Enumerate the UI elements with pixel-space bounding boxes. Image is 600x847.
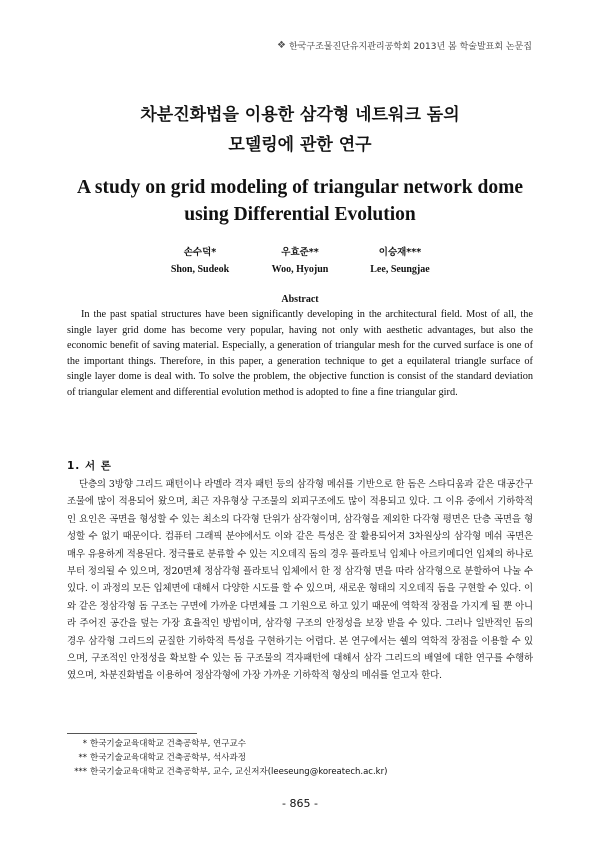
footnote-divider <box>67 733 197 734</box>
footnote-2 <box>67 751 533 765</box>
page-number: - 865 - <box>282 797 318 810</box>
section-heading: 1. 서 론 <box>67 460 112 472</box>
footnote-mark: *** <box>74 767 87 777</box>
korean-title-line-2: 모델링에 관한 연구 <box>228 135 372 155</box>
author-3 <box>350 244 450 278</box>
abstract-text: In the past spatial structures have been significantly developing in the architectural field. Most of all, the single layer grid dome has become very popular, having not only with aesthetic advantages, but also the economic benefit of saving material. Especially, a generation of triangular mesh for the curved surface is one of the important things. Therefore, in this paper, a generation technique to get a equilateral triangle surface of single layer dome is deal with. To solve the problem, the objective function is consist of the standard deviation of triangular element and differential evolution method is adopted to fine a fine triangular gird. <box>67 309 533 398</box>
footnote-mark: ** <box>78 753 87 763</box>
section-body: 단층의 3방향 그리드 패턴이나 라멜라 격자 패턴 등의 삼각형 메쉬를 기반으로 한 돔은 스타디움과 같은 대공간구조물에 많이 적용되어 왔으며, 최근 자유형상 구조물의 외피구조에도 많이 적용되고 있다. 그 이유 중에서 기하학적인 요인은 곡면을 형성할 수 있는 최소의 다각형 단위가 삼각형이며, 삼각형을 제외한 다각형 평면은 단층 곡면을 형성할 수 없기 때문이다. 컴퓨터 그래픽 분야에서도 이와 같은 특성은 잘 활용되어져 3차원상의 삼각형 메쉬 곡면은 매우 유용하게 적용된다. 정극률로 분류할 수 있는 지오데직 돔의 경우 플라토닉 입체나 아르키메디언 입체의 하나로 부터 정의될 수 있으며, 정20면체 정삼각형 플라토닉 입체에서 한 정 삼각형 면을 따라 삼각형으로 분할하여 나눌 수 있다. 이 과정의 모든 입체면에 대해서 다양한 시도를 할 수 있으며, 새로운 형태의 지오데직 돔을 구현할 수 있다. 이와 같은 정삼각형 돔 구조는 구면에 가까운 다면체를 그 기원으로 하고 있기 때문에 역학적 장점을 가지게 될 뿐 아니라 주어진 공간을 덮는 가장 효율적인 방법이며, 삼각형 구조의 안정성을 보장 받을 수 있다. 그러나 일반적인 돔의 경우 삼각형 그리드의 균질한 기하학적 특성을 구현하기는 어렵다. 본 연구에서는 쉘의 역학적 장점을 이용할 수 있으며, 구조적인 안정성을 확보할 수 있는 돔 구조물의 격자패턴에 대해서 삼각 그리드의 배열에 대한 연구를 수행하였으며, 차분진화법을 이용하여 정삼각형에 가장 가까운 기하학적 형상의 메쉬를 얻고자 한다. <box>67 479 533 682</box>
author-name-ko: 우효준** <box>281 247 319 258</box>
english-title-line-2: using Differential Evolution <box>184 204 416 225</box>
footnote-text: 한국기술교육대학교 건축공학부, 석사과정 <box>90 753 246 763</box>
footnote-mark: * <box>82 739 87 749</box>
english-title-line-1: A study on grid modeling of triangular network dome <box>76 177 523 198</box>
abstract-heading: Abstract <box>281 294 319 305</box>
author-name-ko: 이승재*** <box>378 247 422 258</box>
author-1 <box>150 244 250 278</box>
korean-title <box>0 100 600 160</box>
document-icon: ❖ <box>277 40 286 51</box>
footnote-3 <box>67 765 533 779</box>
footnote-text: 한국기술교육대학교 건축공학부, 연구교수 <box>90 739 246 749</box>
author-name-ko: 손수덕* <box>183 247 217 258</box>
english-title <box>0 174 600 228</box>
author-list <box>150 244 450 278</box>
author-2 <box>250 244 350 278</box>
conference-title: 한국구조물진단유지관리공학회 2013년 봄 학술발표회 논문집 <box>288 42 532 52</box>
author-name-en: Lee, Seungjae <box>370 264 430 275</box>
running-header <box>277 39 532 52</box>
korean-title-line-1: 차분진화법을 이용한 삼각형 네트워크 돔의 <box>140 105 460 125</box>
footnotes <box>67 737 533 779</box>
author-name-en: Shon, Sudeok <box>170 264 230 275</box>
footnote-1 <box>67 737 533 751</box>
footnote-text: 한국기술교육대학교 건축공학부, 교수, 교신저자(leeseung@koreatech.ac.kr) <box>90 767 388 777</box>
author-name-en: Woo, Hyojun <box>271 264 329 275</box>
